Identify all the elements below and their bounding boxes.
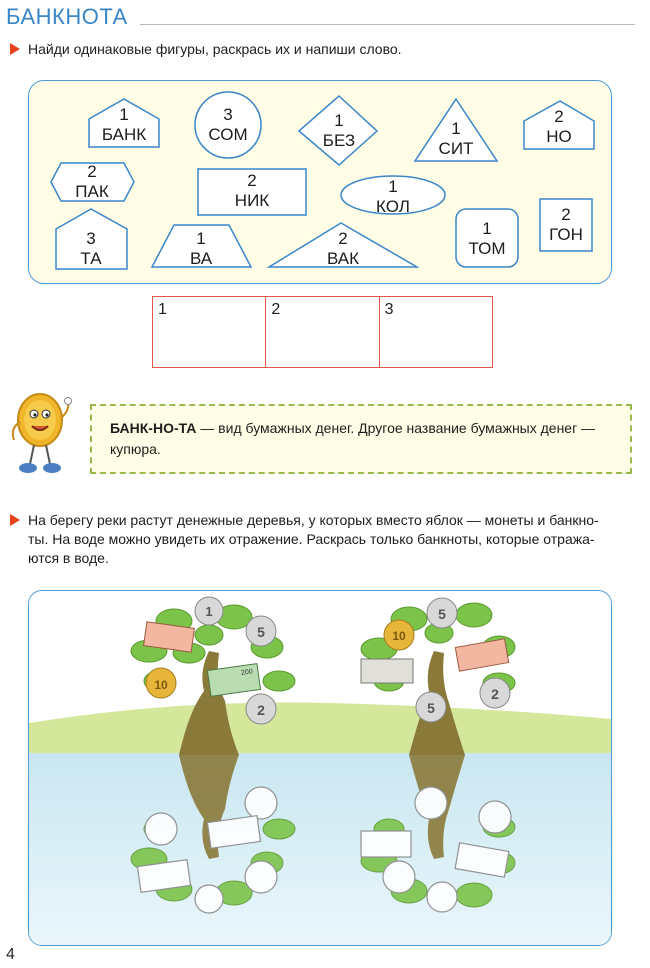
task2-instruction: На берегу реки растут денежные деревья, у которых вместо яблок — монеты и банкно- ты. На воде можно увидеть их отражение. Раскрась только банкноты, которые отража- ются в воде.: [28, 512, 599, 566]
banknote[interactable]: [361, 659, 413, 683]
coin-right-5b[interactable]: [416, 692, 446, 722]
label-som: 3 СОМ: [208, 105, 248, 144]
label-ta: 3 ТА: [80, 229, 102, 268]
bullet-icon: [10, 43, 20, 55]
label-bank: 1 БАНК: [101, 105, 147, 144]
label-no: 2 НО: [546, 107, 572, 146]
scene-svg: [29, 591, 611, 945]
bullet-icon: [10, 514, 20, 526]
info-definition: — вид бумажных денег. Другое название бумажных денег — купюра.: [110, 420, 596, 457]
svg-text:10: 10: [154, 678, 168, 692]
svg-text:2: 2: [491, 686, 499, 702]
coin-mascot-icon: [6, 392, 74, 478]
coin-right-2[interactable]: [480, 678, 510, 708]
label-va: 1 ВА: [189, 229, 213, 268]
reflection-coin-slot[interactable]: [245, 787, 277, 819]
coin-left-10[interactable]: [146, 668, 176, 698]
page-title: БАНКНОТА: [6, 4, 128, 29]
svg-text:5: 5: [257, 624, 265, 640]
label-nik: 2 НИК: [234, 171, 270, 210]
task1-instruction: Найди одинаковые фигуры, раскрась их и напиши слово.: [28, 41, 402, 57]
svg-text:5: 5: [438, 606, 446, 622]
coin-right-10[interactable]: [384, 620, 414, 650]
info-term: БАНК-НО-ТА: [110, 420, 197, 436]
label-bez: 1 БЕЗ: [322, 111, 356, 150]
reflection-coin-slot[interactable]: [479, 801, 511, 833]
info-text: [110, 418, 615, 460]
answer-cell-3[interactable]: 3: [384, 301, 394, 318]
label-pak: 2 ПАК: [75, 162, 109, 201]
svg-text:1: 1: [205, 604, 213, 619]
label-gon: 2 ГОН: [549, 205, 583, 244]
answer-cell-1[interactable]: 1: [153, 297, 266, 367]
label-kol: 1 КОЛ: [376, 177, 410, 216]
answer-cell-2[interactable]: 2: [266, 297, 379, 367]
reflection-banknote-slot[interactable]: [361, 831, 411, 857]
reflection-coin-slot[interactable]: [427, 882, 457, 912]
page-number: 4: [6, 946, 15, 963]
reflection-coin-slot[interactable]: [415, 787, 447, 819]
coin-left-1[interactable]: [195, 597, 223, 625]
coin-left-2[interactable]: [246, 694, 276, 724]
reflection-coin-slot[interactable]: [195, 885, 223, 913]
title-rule: [140, 24, 635, 25]
reflection-coin-slot[interactable]: [245, 861, 277, 893]
coin-right-5a[interactable]: [427, 598, 457, 628]
svg-text:10: 10: [392, 629, 406, 643]
label-sit: 1 СИТ: [438, 119, 474, 158]
svg-text:5: 5: [427, 700, 435, 716]
shapes-panel: [28, 80, 612, 284]
reflection-coin-slot[interactable]: [145, 813, 177, 845]
answer-grid: [152, 296, 493, 368]
reflection-coin-slot[interactable]: [383, 861, 415, 893]
coin-left-5[interactable]: [246, 616, 276, 646]
svg-text:200: 200: [240, 668, 254, 677]
label-tom: 1 ТОМ: [468, 219, 506, 258]
label-vak: 2 ВАК: [326, 229, 360, 268]
svg-text:2: 2: [257, 702, 265, 718]
tree-scene: [28, 590, 612, 946]
